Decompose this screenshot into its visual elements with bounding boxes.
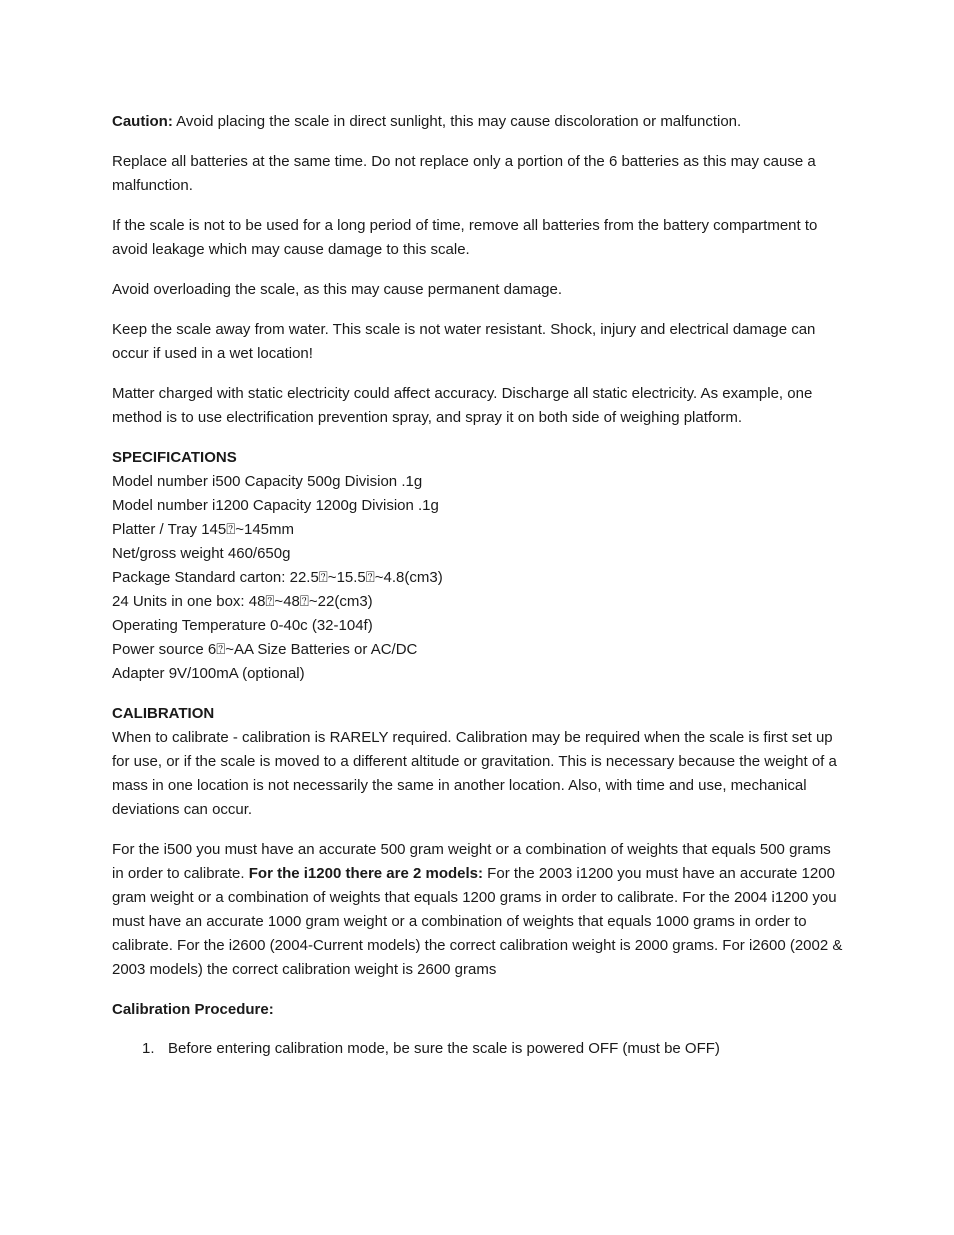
spec-item: Package Standard carton: 22.5⍰~15.5⍰~4.8(cm3) [112, 569, 443, 586]
battery-replace-paragraph: Replace all batteries at the same time. Do not replace only a portion of the 6 batteries as this may cause a malfunction. [112, 153, 816, 194]
battery-storage-paragraph: If the scale is not to be used for a long period of time, remove all batteries from the battery compartment to avoid leakage which may cause damage to this scale. [112, 217, 818, 258]
static-paragraph: Matter charged with static electricity could affect accuracy. Discharge all static electricity. As example, one method is to use electrification prevention spray, and spray it on both side of weighing platform. [112, 385, 813, 426]
caution-label: Caution: [112, 113, 173, 130]
calibration-weights-paragraph [112, 838, 844, 982]
spec-item: Adapter 9V/100mA (optional) [112, 665, 305, 682]
step-number: 1. [142, 1040, 155, 1057]
spec-item: Platter / Tray 145⍰~145mm [112, 521, 294, 538]
procedure-step [112, 1037, 844, 1061]
caution-paragraph [112, 110, 844, 134]
caution-text: Avoid placing the scale in direct sunlight, this may cause discoloration or malfunction. [172, 113, 742, 130]
weights-bold-models: For the i1200 there are 2 models: [248, 865, 484, 882]
water-paragraph: Keep the scale away from water. This scale is not water resistant. Shock, injury and electrical damage can occur if used in a wet location! [112, 321, 816, 362]
spec-item: Net/gross weight 460/650g [112, 545, 291, 562]
procedure-list [112, 1037, 844, 1061]
procedure-heading: Calibration Procedure: [112, 1001, 274, 1018]
spec-item: 24 Units in one box: 48⍰~48⍰~22(cm3) [112, 593, 373, 610]
spec-item: Power source 6⍰~AA Size Batteries or AC/DC [112, 641, 418, 658]
weights-text-part1: For the i500 you must have an accurate 500 gram weight or a combination of weights that equals 500 grams in order to calibrate. [112, 841, 831, 882]
spec-item: Model number i500 Capacity 500g Division .1g [112, 473, 423, 490]
calibration-intro: When to calibrate - calibration is RARELY required. Calibration may be required when the scale is first set up for use, or if the scale is moved to a different altitude or gravitation. This is necessary because the weight of a mass in one location is not necessarily the same in another location. Also, with time and use, mechanical deviations can occur. [112, 729, 837, 818]
specifications-list [112, 470, 844, 686]
spec-item: Operating Temperature 0-40c (32-104f) [112, 617, 373, 634]
weights-text-part2: For the 2003 i1200 you must have an accurate 1200 gram weight or a combination of weights that equals 1200 grams in order to calibrate. For the 2004 i1200 you must have an accurate 1000 gram weight or a combination of weights that equals 1000 grams in order to calibrate. For the i2600 (2004-Current models) the correct calibration weight is 2000 grams. For i2600 (2002 & 2003 models) the correct calibration weight is 2600 grams [112, 865, 843, 978]
step-text: Before entering calibration mode, be sure the scale is powered OFF (must be OFF) [168, 1040, 720, 1057]
spec-item: Model number i1200 Capacity 1200g Division .1g [112, 497, 439, 514]
document-page [112, 110, 844, 1061]
calibration-heading: CALIBRATION [112, 705, 215, 722]
overload-paragraph: Avoid overloading the scale, as this may cause permanent damage. [112, 281, 562, 298]
specifications-heading: SPECIFICATIONS [112, 449, 237, 466]
